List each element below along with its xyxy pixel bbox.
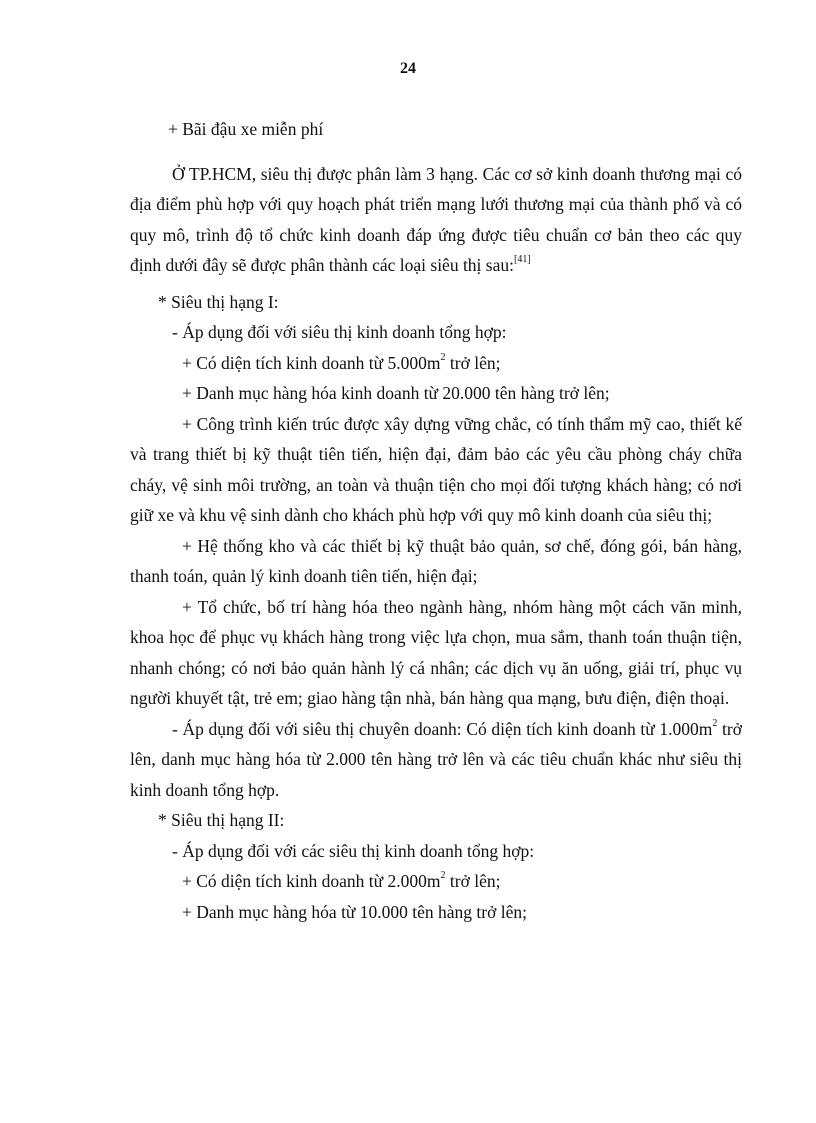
page-number: 24 — [400, 60, 416, 77]
c1-specialized-text: - Áp dụng đối với siêu thị chuyên doanh: Có diện tích kinh doanh từ 1.000m — [172, 718, 713, 739]
c2-area-item — [130, 866, 742, 897]
class2-general-heading: - Áp dụng đối với các siêu thị kinh doanh tổng hợp: — [172, 840, 535, 861]
c1-organization-paragraph: + Tổ chức, bố trí hàng hóa theo ngành hàng, nhóm hàng một cách văn minh, khoa học để phục vụ khách hàng trong việc lựa chọn, mua sắm, thanh toán thuận tiện, nhanh chóng; có nơi bảo quản hành lý cá nhân; các dịch vụ ăn uống, giải trí, phục vụ người khuyết tật, trẻ em; giao hàng tận nhà, bán hàng qua mạng, bưu điện, điện thoại. — [130, 596, 742, 708]
c1-specialized-suffix: trở lên, danh mục hàng hóa từ 2.000 tên hàng trở lên và các tiêu chuẩn khác như siêu thị kinh doanh tổng hợp. — [130, 718, 742, 800]
c1-storage-paragraph: + Hệ thống kho và các thiết bị kỹ thuật bảo quản, sơ chế, đóng gói, bán hàng, thanh toán, quản lý kinh doanh tiên tiến, hiện đại; — [130, 535, 742, 586]
c1-area-item — [130, 348, 742, 379]
c1-building-paragraph: + Công trình kiến trúc được xây dựng vững chắc, có tính thẩm mỹ cao, thiết kế và trang thiết bị kỹ thuật tiên tiến, hiện đại, đảm bảo các yêu cầu phòng cháy chữa cháy, vệ sinh môi trường, an toàn và thuận tiện cho mọi đối tượng khách hàng; có nơi giữ xe và khu vệ sinh dành cho khách phù hợp với quy mô kinh doanh của siêu thị; — [130, 413, 742, 525]
parking-item: + Bãi đậu xe miễn phí — [168, 119, 324, 139]
class1-general-heading: - Áp dụng đối với siêu thị kinh doanh tổng hợp: — [172, 322, 507, 342]
c1-specialized-paragraph — [130, 714, 742, 806]
class1-heading: * Siêu thị hạng I: — [158, 291, 279, 312]
c2-area-text: + Có diện tích kinh doanh từ 2.000m — [182, 871, 441, 891]
c1-area-superscript: 2 — [440, 351, 446, 363]
c1-items-item: + Danh mục hàng hóa kinh doanh từ 20.000 tên hàng trở lên; — [182, 383, 610, 403]
c2-area-suffix: trở lên; — [445, 871, 501, 891]
document-body — [130, 114, 742, 927]
class2-heading: * Siêu thị hạng II: — [158, 810, 285, 830]
intro-text: Ở TP.HCM, siêu thị được phân làm 3 hạng. Các cơ sở kinh doanh thương mại có địa điểm phù hợp với quy hoạch phát triển mạng lưới thương mại của thành phố và có quy mô, trình độ tổ chức kinh doanh đáp ứng được tiêu chuẩn cơ bản theo các quy định dưới đây sẽ được phân thành các loại siêu thị sau: — [130, 163, 742, 275]
c1-specialized-superscript: 2 — [712, 717, 718, 729]
c2-items-item: + Danh mục hàng hóa từ 10.000 tên hàng trở lên; — [182, 901, 527, 922]
c2-area-superscript: 2 — [440, 870, 446, 882]
intro-paragraph — [130, 159, 742, 281]
c1-area-suffix: trở lên; — [445, 352, 501, 373]
c1-area-text: + Có diện tích kinh doanh từ 5.000m — [182, 352, 441, 373]
citation-ref: [41] — [513, 254, 531, 266]
